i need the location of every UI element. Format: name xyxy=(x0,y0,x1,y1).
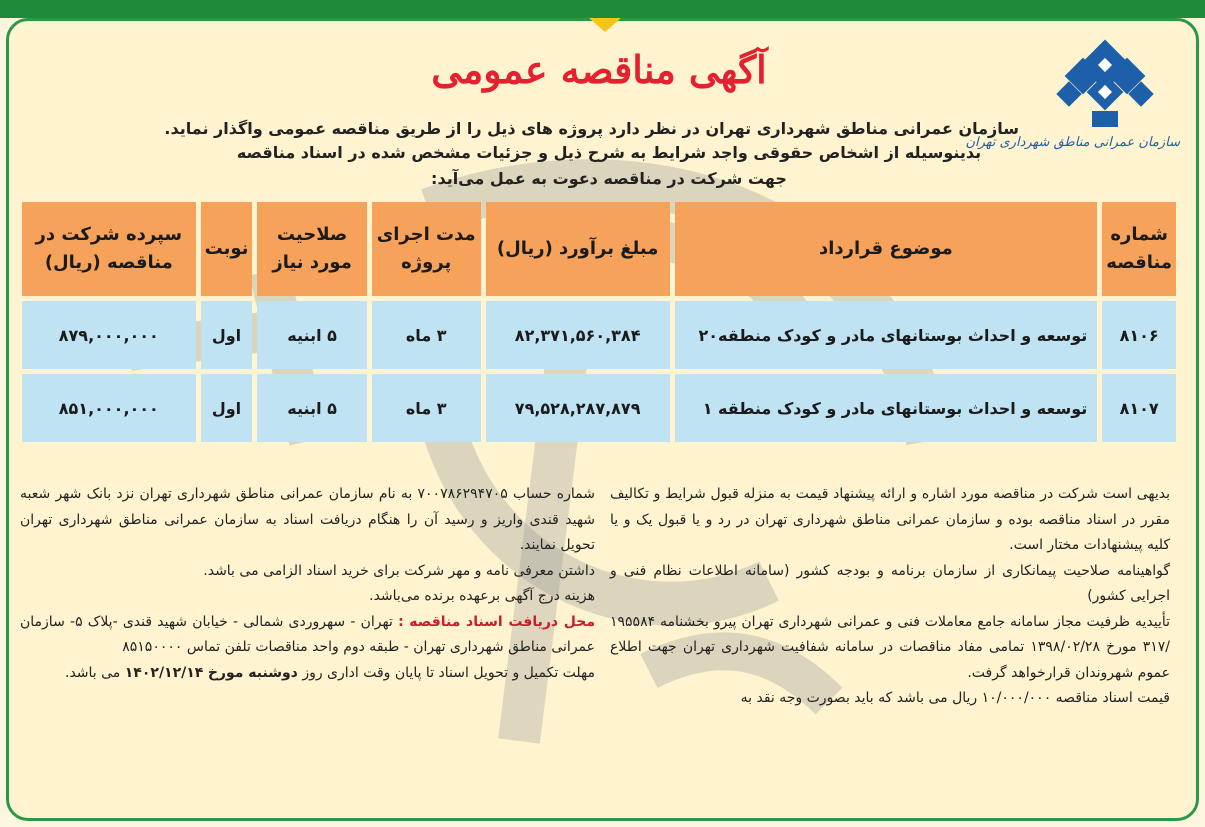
condition-paragraph: شماره حساب ۷۰۰۷۸۶۲۹۴۷۰۵ به نام سازمان عمرانی مناطق شهرداری تهران نزد بانک شهر شعبه شهید قندی واریز و رسید آن را هنگام دریافت اسناد به سازمان عمرانی مناطق شهرداری تهران تحویل نمایند. xyxy=(20,486,595,553)
tenders-table xyxy=(17,197,1181,447)
conditions-left-column xyxy=(20,482,595,686)
organization-name: سازمان عمرانی مناطق شهرداری تهران xyxy=(705,119,1019,138)
deadline-date: ۱۴۰۲/۱۲/۱۴ xyxy=(124,664,204,681)
table-row xyxy=(22,301,1176,369)
cell-deposit: ۸۷۹,۰۰۰,۰۰۰ xyxy=(22,301,196,369)
header-duration: مدت اجرای پروژه xyxy=(372,202,481,296)
condition-paragraph: قیمت اسناد مناقصه ۱۰/۰۰۰/۰۰۰ ریال می باشد که باید بصورت وجه نقد به xyxy=(740,690,1170,706)
intro-text: در نظر دارد پروژه های ذیل را از طریق مناقصه عمومی واگذار نماید. xyxy=(164,119,700,138)
cell-subject: توسعه و احداث بوستانهای مادر و کودک منطقه ۱ xyxy=(675,374,1098,442)
page-title: آگهی مناقصه عمومی xyxy=(431,47,767,92)
document-location-label: محل دریافت اسناد مناقصه : xyxy=(398,613,595,630)
table-row xyxy=(22,374,1176,442)
intro-line-1 xyxy=(159,116,1019,142)
condition-paragraph: تأییدیه ظرفیت مجاز سامانه جامع معاملات فنی و عمرانی شهرداری تهران پیرو بخشنامه ۱۹۵۵۸۴ /۳۱۷ مورخ ۱۳۹۸/۰۲/۲۸ تمامی مفاد مناقصات در سامانه شفافیت شهرداری تهران جهت اطلاع عموم شهروندان قرارخواهد گرفت. xyxy=(610,613,1170,681)
intro-line-2: بدینوسیله از اشخاص حقوقی واجد شرایط به شرح ذیل و جزئیات مشخص شده در اسناد مناقصه xyxy=(236,143,982,162)
deadline xyxy=(20,661,595,687)
cell-estimate: ۸۲,۳۷۱,۵۶۰,۳۸۴ xyxy=(486,301,670,369)
cell-round: اول xyxy=(201,374,253,442)
cell-subject: توسعه و احداث بوستانهای مادر و کودک منطقه۲۰ xyxy=(675,301,1098,369)
header-qualification: صلاحیت مورد نیاز xyxy=(257,202,366,296)
condition-paragraph: هزینه درج آگهی برعهده برنده می‌باشد. xyxy=(369,588,595,604)
header-subject: موضوع قرارداد xyxy=(675,202,1098,296)
cell-qualification: ۵ ابنیه xyxy=(257,374,366,442)
cell-tender-number: ۸۱۰۶ xyxy=(1102,301,1176,369)
condition-paragraph: گواهینامه صلاحیت پیمانکاری از سازمان برنامه و بودجه کشور (سامانه اطلاعات نظام فنی و اجرایی کشور) xyxy=(610,562,1170,604)
header-round: نوبت xyxy=(201,202,253,296)
cell-duration: ۳ ماه xyxy=(372,301,481,369)
intro-line-3: جهت شرکت در مناقصه دعوت به عمل می‌آید: xyxy=(431,169,787,188)
table-header-row xyxy=(22,202,1176,296)
conditions-right-column xyxy=(610,482,1170,712)
logo-caption: سازمان عمرانی مناطق شهرداری تهران xyxy=(965,135,1180,150)
top-band xyxy=(0,0,1205,18)
header-tender-number: شماره مناقصه xyxy=(1102,202,1176,296)
organization-logo xyxy=(965,35,1180,155)
deadline-text: مهلت تکمیل و تحویل اسناد تا پایان وقت اداری روز xyxy=(302,664,595,681)
arrow-down-icon xyxy=(589,18,621,32)
cell-estimate: ۷۹,۵۲۸,۲۸۷,۸۷۹ xyxy=(486,374,670,442)
cell-deposit: ۸۵۱,۰۰۰,۰۰۰ xyxy=(22,374,196,442)
deadline-day: دوشنبه مورخ xyxy=(207,664,298,681)
document-location-text: تهران - سهروردی شمالی - خیابان شهید قندی -پلاک ۵- سازمان عمرانی مناطق شهرداری تهران - طبقه دوم واحد مناقصات تلفن تماس ۸۵۱۵۰۰۰۰ xyxy=(20,613,595,655)
logo-emblem-icon xyxy=(1030,35,1180,133)
condition-paragraph: داشتن معرفی نامه و مهر شرکت برای خرید اسناد الزامی می باشد. xyxy=(203,562,595,579)
document-location xyxy=(20,610,595,661)
cell-tender-number: ۸۱۰۷ xyxy=(1102,374,1176,442)
cell-qualification: ۵ ابنیه xyxy=(257,301,366,369)
header-estimate: مبلغ برآورد (ریال) xyxy=(486,202,670,296)
deadline-suffix: می باشد. xyxy=(65,664,121,681)
cell-duration: ۳ ماه xyxy=(372,374,481,442)
cell-round: اول xyxy=(201,301,253,369)
header-deposit: سپرده شرکت در مناقصه (ریال) xyxy=(22,202,196,296)
condition-paragraph: بدیهی است شرکت در مناقصه مورد اشاره و ارائه پیشنهاد قیمت به منزله قبول شرایط و تکالیف مقرر در اسناد مناقصه بوده و سازمان عمرانی مناطق شهرداری تهران در رد و یا قبول یک و یا کلیه پیشنهادات مختار است. xyxy=(610,486,1170,553)
